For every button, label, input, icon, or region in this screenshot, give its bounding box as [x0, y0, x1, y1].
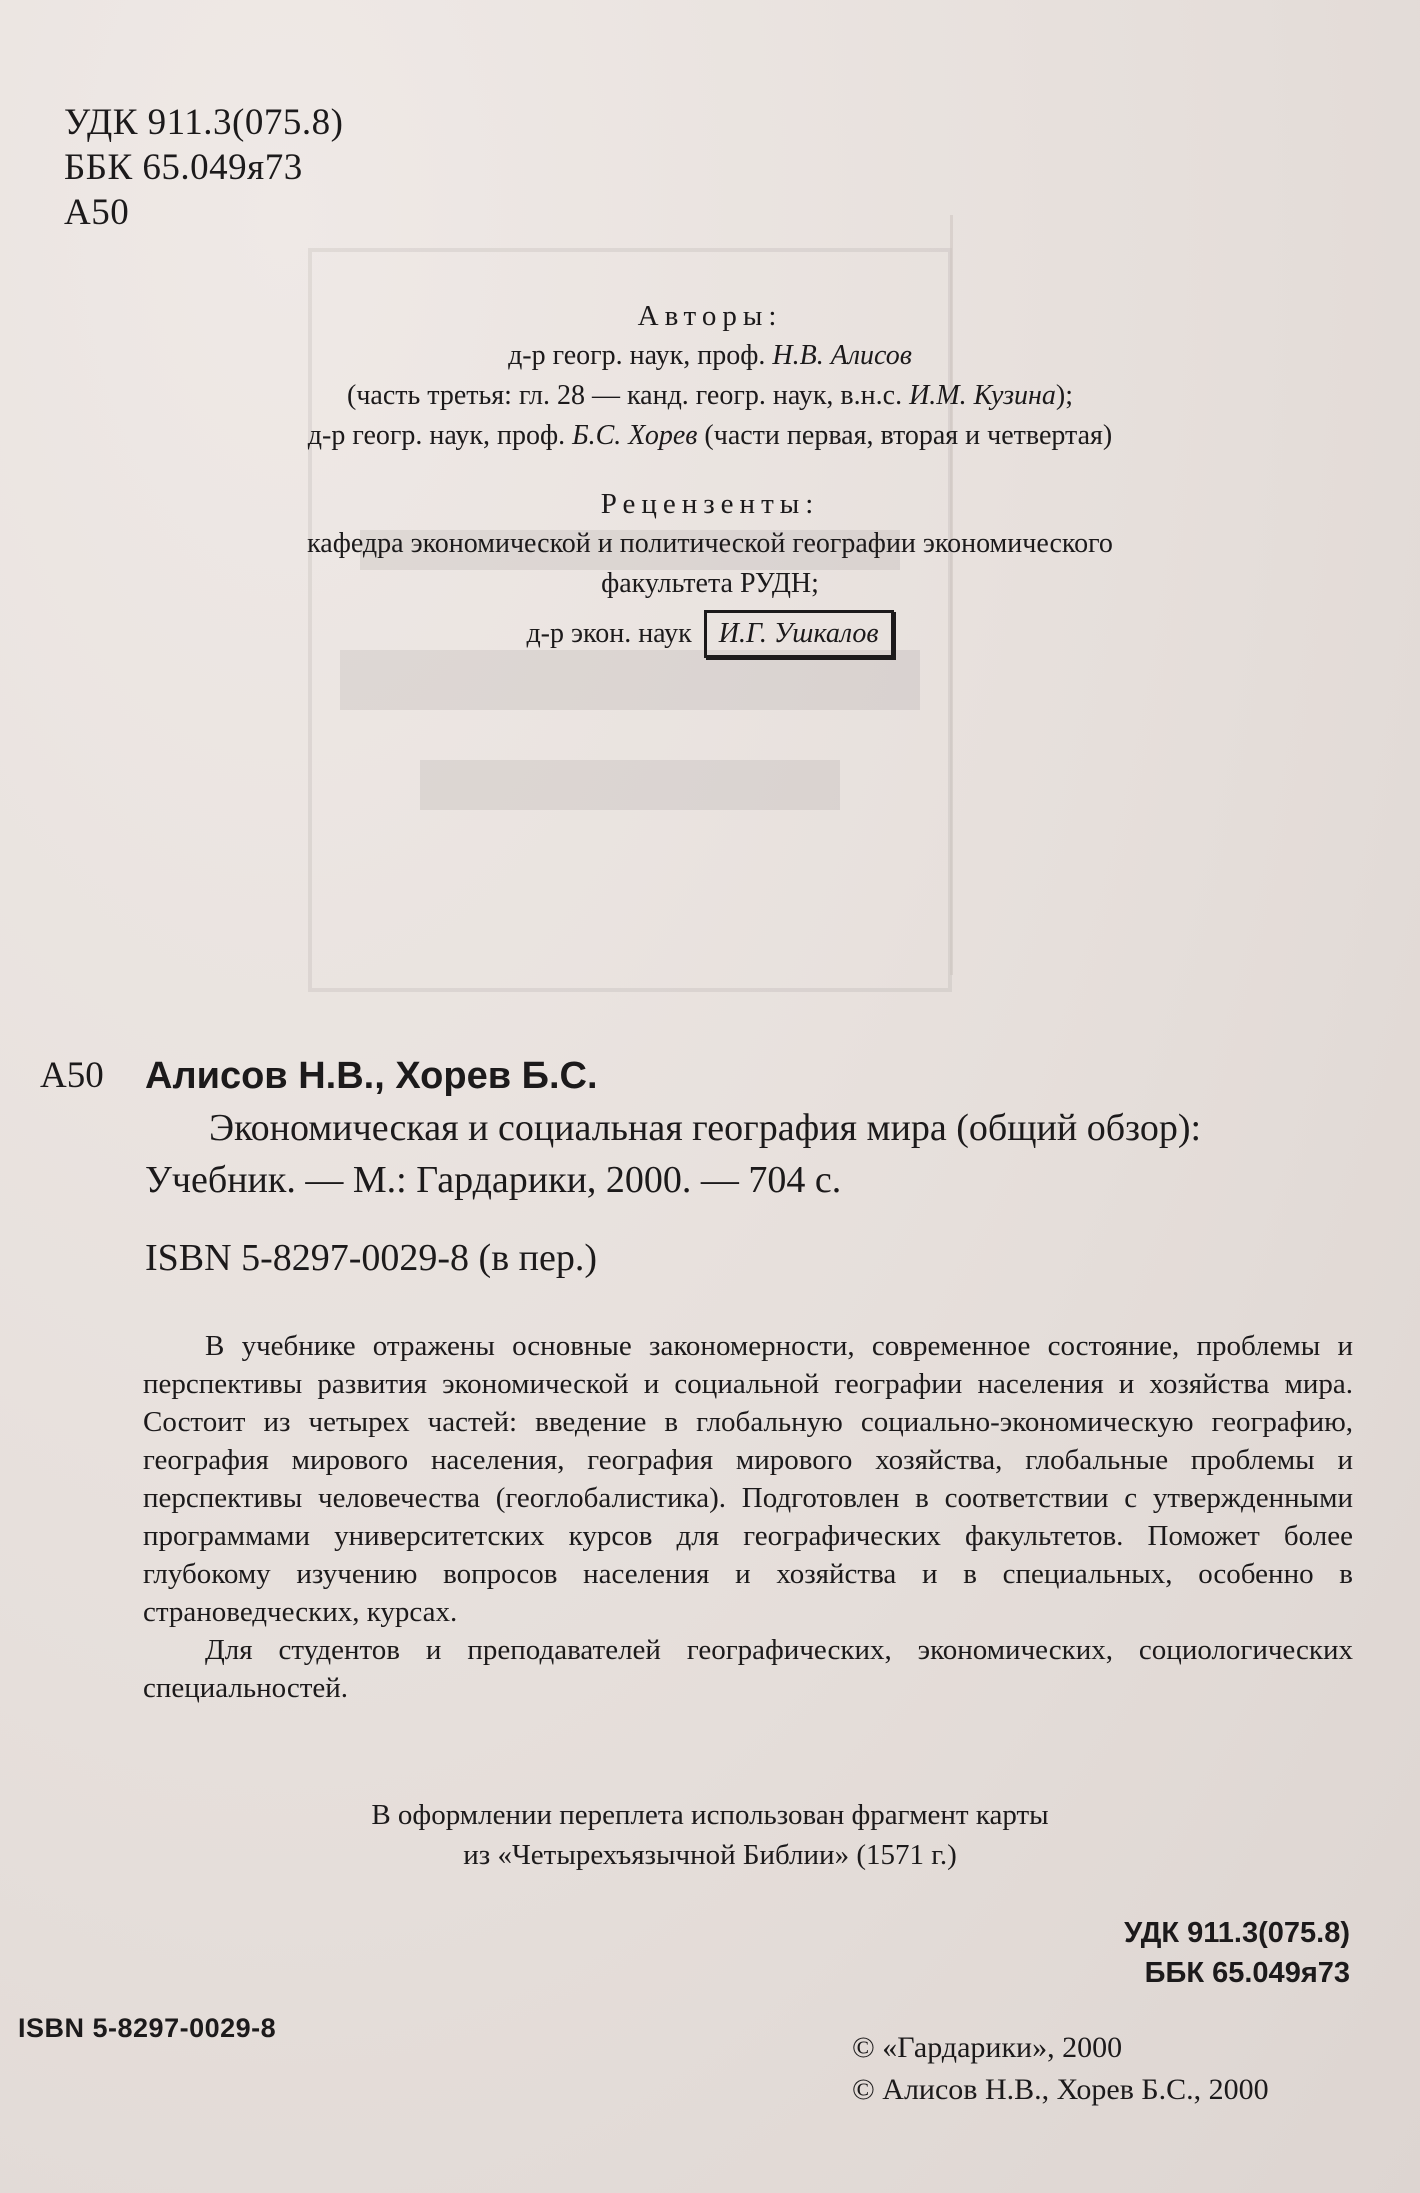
catalog-codes-top [64, 100, 343, 235]
catalog-codes-bottom [1060, 1913, 1350, 1993]
bibliographic-record [145, 1050, 1365, 1284]
udk-code-bottom: УДК 911.3(075.8) [1124, 1917, 1350, 1949]
copyright-publisher: © «Гардарики», 2000 [852, 2031, 1123, 2064]
biblio-isbn: ISBN 5-8297-0029-8 (в пер.) [145, 1237, 597, 1279]
author-line-3: д-р геогр. наук, проф. Б.С. Хорев (части первая, вторая и четвертая) [307, 420, 1113, 451]
biblio-title: Экономическая и социальная география мира (общий обзор): [209, 1107, 1202, 1149]
udk-code: УДК 911.3(075.8) [64, 102, 344, 143]
bbk-code: ББК 65.049я73 [64, 147, 303, 188]
credits-block [0, 296, 1420, 658]
reviewer-line-3: д-р экон. наук И.Г. Ушкалов [0, 610, 1420, 658]
copyright-authors: © Алисов Н.В., Хорев Б.С., 2000 [852, 2073, 1269, 2106]
cover-note-line-1: В оформлении переплета использован фрагмент карты [371, 1799, 1049, 1831]
author-line-1: д-р геогр. наук, проф. Н.В. Алисов [508, 340, 912, 371]
cover-note-line-2: из «Четырехъязычной Библии» (1571 г.) [463, 1839, 957, 1871]
annotation [143, 1327, 1353, 1707]
author-mark: А50 [64, 192, 130, 233]
copyright-block [852, 2027, 1269, 2111]
reviewer-name-box: И.Г. Ушкалов [704, 610, 894, 658]
annotation-paragraph-2: Для студентов и преподавателей географических, экономических, социологических специальностей. [143, 1634, 1353, 1704]
author-name: И.М. Кузина [909, 380, 1056, 411]
cover-note [0, 1795, 1420, 1875]
author-name: Н.В. Алисов [772, 340, 912, 371]
biblio-publication: Учебник. — М.: Гардарики, 2000. — 704 с. [145, 1159, 842, 1201]
bbk-code-bottom: ББК 65.049я73 [1144, 1957, 1350, 1989]
reviewer-line-1: кафедра экономической и политической географии экономического [307, 528, 1113, 559]
biblio-author-mark: А50 [40, 1055, 104, 1096]
author-line-2: (часть третья: гл. 28 — канд. геогр. наук, в.н.с. И.М. Кузина); [347, 380, 1073, 411]
biblio-authors: Алисов Н.В., Хорев Б.С. [145, 1055, 598, 1097]
reviewer-line-2: факультета РУДН; [601, 568, 819, 599]
author-name: Б.С. Хорев [572, 420, 698, 451]
authors-heading: Авторы: [637, 300, 783, 332]
reviewers-heading: Рецензенты: [600, 488, 820, 520]
annotation-paragraph-1: В учебнике отражены основные закономерности, современное состояние, проблемы и перспективы развития экономической и социальной географии населения и хозяйства мира. Состоит из четырех частей: введение в глобальную социально-экономическую географию, география мирового населения, география мирового хозяйства, глобальные проблемы и перспективы человечества (геоглобалистика). Подготовлен в соответствии с утвержденными программами университетских курсов для географических факультетов. Поможет более глубокому изучению вопросов населения и хозяйства и в специальных, особенно в страноведческих, курсах. [143, 1330, 1353, 1628]
isbn-bottom: ISBN 5-8297-0029-8 [18, 2013, 277, 2043]
